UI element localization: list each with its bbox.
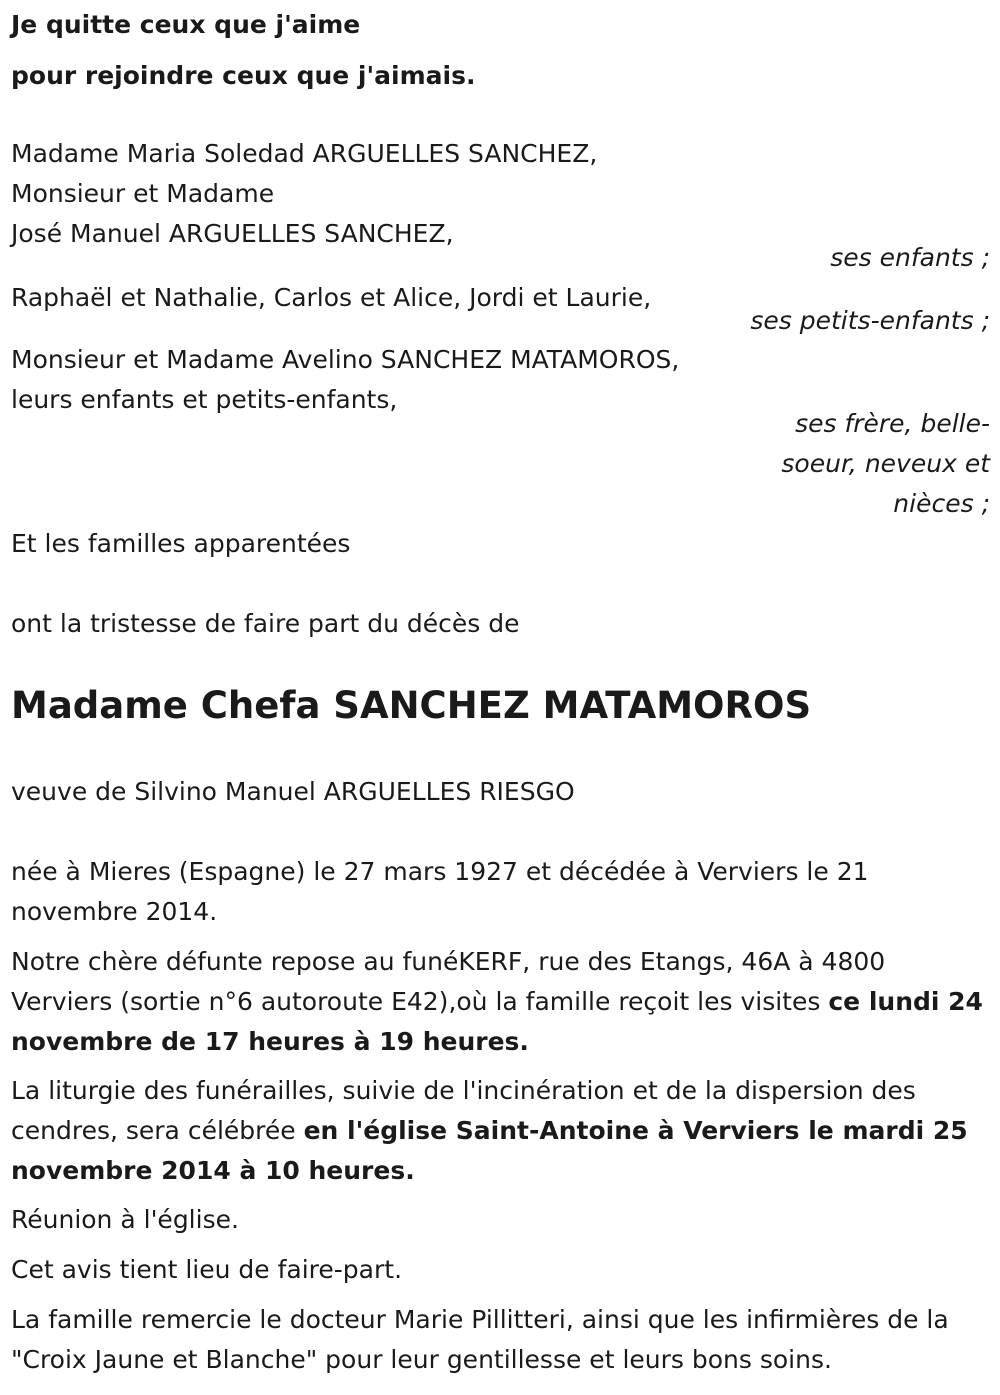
children-line-1: Madame Maria Soledad ARGUELLES SANCHEZ, bbox=[11, 139, 598, 168]
families-line: Et les familles apparentées bbox=[11, 529, 351, 558]
motto-line-1: Je quitte ceux que j'aime bbox=[11, 10, 361, 39]
liturgy-place-time: en l'église Saint-Antoine à Verviers le mardi 25 novembre 2014 à 10 heures. bbox=[11, 1116, 968, 1185]
widow-of-line: veuve de Silvino Manuel ARGUELLES RIESGO bbox=[11, 777, 575, 806]
thanks-paragraph: La famille remercie le docteur Marie Pillitteri, ainsi que les infirmières de la "Croix Jaune et Blanche" pour leur gentillesse et leurs bons soins. bbox=[11, 1305, 949, 1374]
deceased-name: Madame Chefa SANCHEZ MATAMOROS bbox=[11, 684, 812, 727]
announcement-line: ont la tristesse de faire part du décès de bbox=[11, 609, 520, 638]
siblings-role-line-3: nièces ; bbox=[893, 489, 990, 518]
grandchildren-line: Raphaël et Nathalie, Carlos et Alice, Jordi et Laurie, bbox=[11, 283, 652, 312]
reunion-line: Réunion à l'église. bbox=[11, 1205, 239, 1234]
rest-paragraph bbox=[11, 942, 991, 1062]
rest-visit-times: ce lundi 24 novembre de 17 heures à 19 heures. bbox=[11, 987, 983, 1056]
motto-line-2: pour rejoindre ceux que j'aimais. bbox=[11, 61, 476, 90]
children-line-3: José Manuel ARGUELLES SANCHEZ, bbox=[11, 219, 454, 248]
siblings-line-1: Monsieur et Madame Avelino SANCHEZ MATAMOROS, bbox=[11, 345, 680, 374]
rest-text: Notre chère défunte repose au funéKERF, rue des Etangs, 46A à 4800 Verviers (sortie n°6 autoroute E42),où la famille reçoit les visites bbox=[11, 947, 886, 1016]
siblings-role-line-1: ses frère, belle- bbox=[795, 409, 990, 438]
children-role: ses enfants ; bbox=[830, 243, 990, 272]
liturgy-paragraph bbox=[11, 1071, 991, 1191]
notice-line: Cet avis tient lieu de faire-part. bbox=[11, 1255, 403, 1284]
children-line-2: Monsieur et Madame bbox=[11, 179, 275, 208]
liturgy-text: La liturgie des funérailles, suivie de l'incinération et de la dispersion des cendres, sera célébrée bbox=[11, 1076, 916, 1145]
birth-death-paragraph: née à Mieres (Espagne) le 27 mars 1927 et décédée à Verviers le 21 novembre 2014. bbox=[11, 857, 869, 926]
grandchildren-role: ses petits-enfants ; bbox=[750, 306, 990, 335]
siblings-role-line-2: soeur, neveux et bbox=[781, 449, 990, 478]
siblings-line-2: leurs enfants et petits-enfants, bbox=[11, 385, 398, 414]
